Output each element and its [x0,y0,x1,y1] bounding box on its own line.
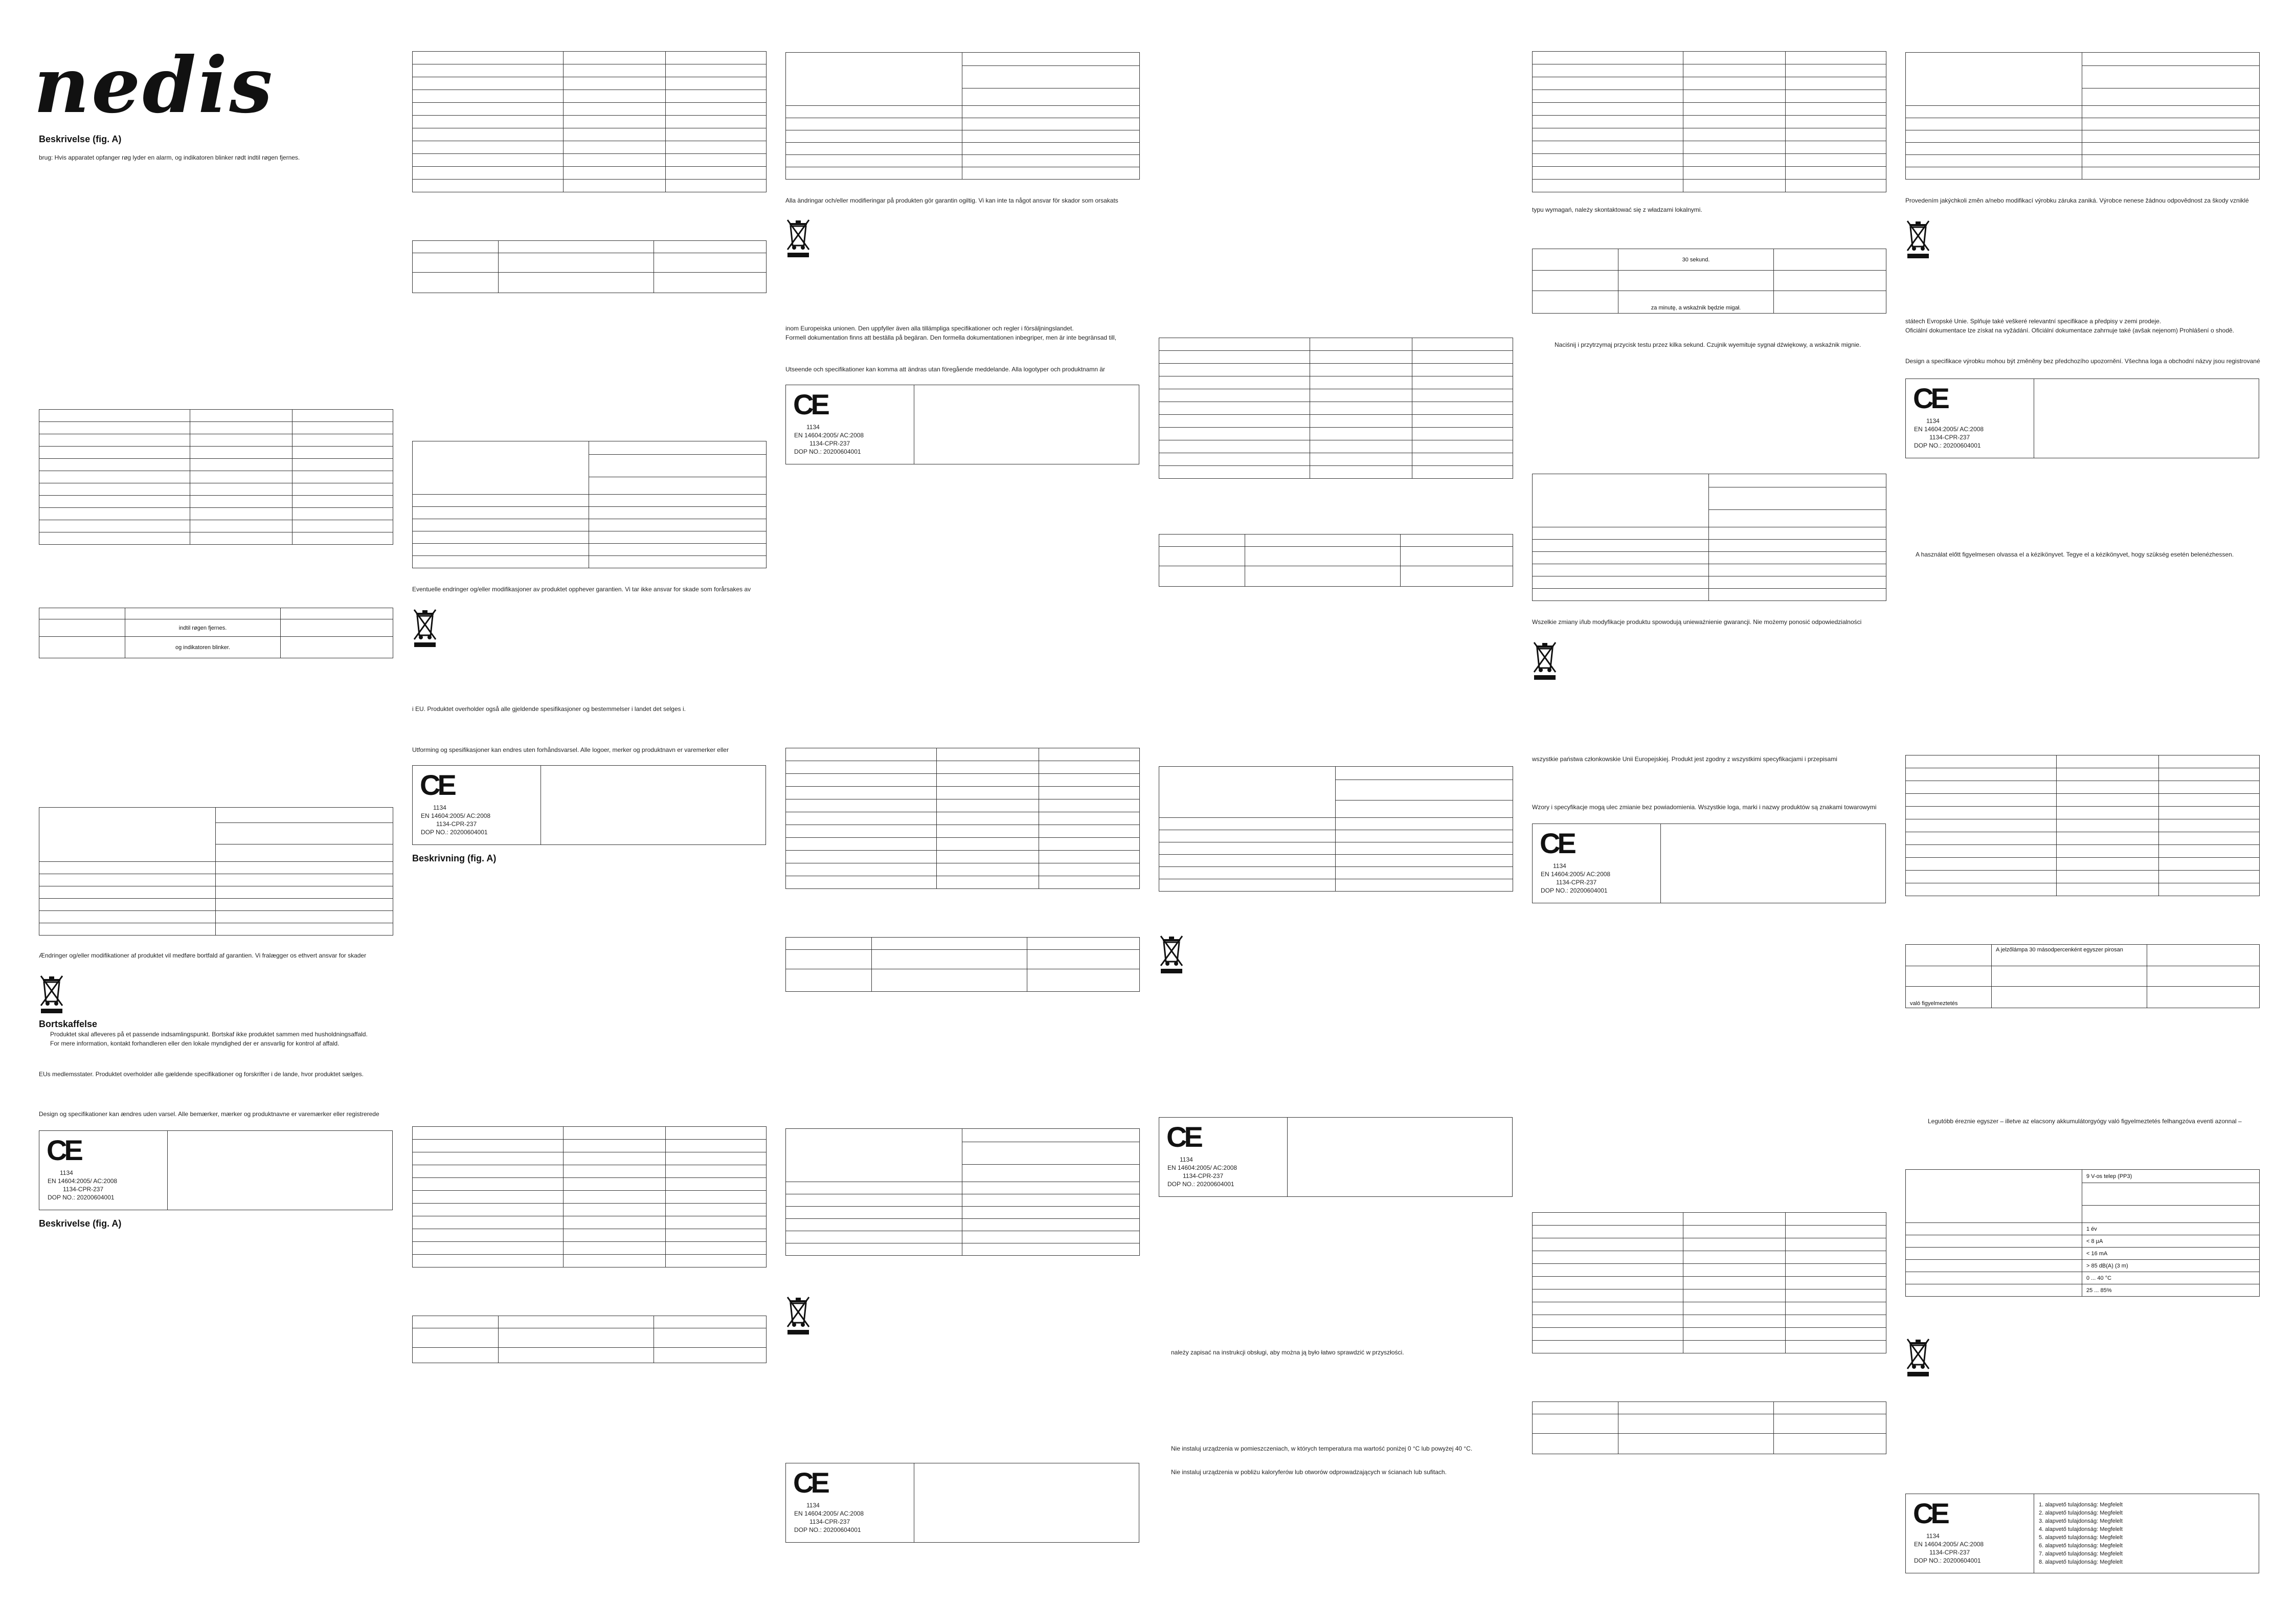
compliance-text: inom Europeiska unionen. Den uppfyller även alla tillämpliga specifikationer och regler i försäljningslandet. [785,325,1074,332]
ce-notified-body: 1134 [60,1169,73,1176]
ce-standard: EN 14604:2005/ AC:2008 [1914,426,1984,433]
ce-dop-number: DOP NO.: 20200604001 [48,1194,115,1201]
spec-value: 9 V-os telep (PP3) [2082,1170,2260,1183]
ce-mark-icon: CE [420,769,454,801]
parts-table [412,51,767,192]
performance-line: 1. alapvető tulajdonság: Megfelelt [2039,1502,2123,1508]
ce-cpr-number: 1134-CPR-237 [1556,879,1597,886]
ce-dop-number: DOP NO.: 20200604001 [1914,1557,1981,1564]
ce-dop-number: DOP NO.: 20200604001 [1541,887,1608,894]
spec-value: 1 év [2082,1223,2260,1235]
intro-text: brug: Hvis apparatet opfanger røg lyder en alarm, og indikatoren blinker rødt indtil røgen fjernes. [39,154,300,161]
ce-cpr-number: 1134-CPR-237 [1183,1172,1224,1180]
compliance-text: EUs medlemsstater. Produktet overholder alle gældende specifikationer og forskrifter i de lande, hvor produktet sælges. [39,1071,364,1078]
ce-standard: EN 14604:2005/ AC:2008 [1914,1541,1984,1548]
specifications-table [1905,1169,2260,1297]
installation-warning-text: Nie instaluj urządzenia w pomieszczeniach, w których temperatura ma wartość poniżej 0 °C lub powyżej 40 °C. [1171,1445,1473,1452]
specifications-table [785,1128,1140,1256]
ce-standard: EN 14604:2005/ AC:2008 [421,812,491,819]
performance-line: 5. alapvető tulajdonság: Megfelelt [2039,1534,2123,1541]
ce-label-box [785,385,1139,464]
ce-standard: EN 14604:2005/ AC:2008 [794,432,864,439]
performance-line: 3. alapvető tulajdonság: Megfelelt [2039,1518,2123,1524]
indicator-table [412,240,767,293]
trademark-text: Wzory i specyfikacje mogą ulec zmianie bez powiadomienia. Wszystkie loga, marki i nazwy produktów są znakami towarowymi [1532,804,1877,811]
performance-line: 8. alapvető tulajdonság: Megfelelt [2039,1559,2123,1565]
weee-bin-icon [1532,639,1558,680]
trademark-text: Utseende och specifikationer kan komma att ändras utan föregående meddelande. Alla logotyper och produktnamn är [785,366,1106,373]
ce-cpr-number: 1134-CPR-237 [809,1518,850,1525]
warranty-text: Ændringer og/eller modifikationer af produktet vil medføre bortfald af garantien. Vi fralægger os ethvert ansvar for skader [39,952,367,959]
ce-dop-number: DOP NO.: 20200604001 [1167,1181,1234,1188]
weee-bin-icon [39,973,64,1014]
weee-bin-icon [1905,218,1931,259]
manual-note-text: A használat előtt figyelmesen olvassa el a kézikönyvet. Tegye el a kézikönyvet, hogy szükség esetén belenézhessen. [1916,551,2234,558]
table-cell: og indikatoren blinker. [125,637,281,658]
ce-notified-body: 1134 [1553,862,1566,870]
ce-notified-body: 1134 [1926,1532,1940,1540]
ce-label-box [412,765,766,845]
performance-line: 4. alapvető tulajdonság: Megfelelt [2039,1526,2123,1532]
indicator-table [412,1316,767,1363]
warranty-text: Eventuelle endringer og/eller modifikasjoner av produktet opphever garantien. Vi tar ikke ansvar for skade som forårsakes av [412,586,751,593]
disposal-text: For mere information, kontakt forhandleren eller den lokale myndighed der er ansvarlig for kontrol af affald. [50,1040,340,1047]
indicator-table [39,608,393,658]
parts-table [785,748,1140,889]
ce-cpr-number: 1134-CPR-237 [1929,434,1970,441]
ce-standard: EN 14604:2005/ AC:2008 [1167,1164,1237,1171]
ce-divider [1660,824,1661,903]
indicator-table [785,937,1140,992]
ce-label-box [1532,824,1886,903]
trademark-text: Design a specifikace výrobku mohou být změněny bez předchozího upozornění. Všechna loga a obchodní názvy jsou registrované [1905,358,2260,365]
disposal-text: Legutóbb éreznie egyszer – illetve az elacsony akkumulátorgyógy való figyelmeztetés felhangzóva eventi azonnal – [1928,1118,2242,1125]
ce-dop-number: DOP NO.: 20200604001 [421,829,488,836]
spec-value: > 85 dB(A) (3 m) [2082,1260,2260,1272]
ce-mark-icon: CE [1166,1121,1200,1153]
spec-value: 0 ... 40 °C [2082,1272,2260,1284]
table-cell: indtil røgen fjernes. [125,619,281,637]
spec-value: < 16 mA [2082,1248,2260,1260]
ce-mark-icon: CE [1540,827,1573,859]
table-cell: való figyelmeztetés [1906,987,1992,1008]
spec-value: < 8 μA [2082,1235,2260,1248]
ce-standard: EN 14604:2005/ AC:2008 [1541,871,1611,878]
ce-mark-icon: CE [793,388,827,420]
ce-label-box [39,1130,393,1210]
ce-dop-number: DOP NO.: 20200604001 [794,448,861,455]
manual-note-text: należy zapisać na instrukcji obsługi, aby można ją było łatwo sprawdzić w przyszłości. [1171,1349,1404,1356]
compliance-text: Formell dokumentation finns att beställa på begäran. Den formella dokumentationen inbegriper, men är inte begränsad till, [785,334,1117,341]
weee-bin-icon [412,607,438,648]
section-heading-description: Beskrivning (fig. A) [412,853,497,863]
ce-cpr-number: 1134-CPR-237 [63,1186,104,1193]
ce-standard: EN 14604:2005/ AC:2008 [48,1177,118,1185]
parts-table [412,1126,767,1267]
ce-label-box [785,1463,1139,1543]
section-heading-disposal: Bortskaffelse [39,1019,98,1029]
brand-logo: nedis [34,40,275,130]
performance-line: 2. alapvető tulajdonság: Megfelelt [2039,1510,2123,1516]
ce-cpr-number: 1134-CPR-237 [1929,1549,1970,1556]
parts-table [1159,338,1513,479]
compliance-text: Oficiální dokumentace lze získat na vyžádání. Oficiální dokumentace zahrnuje také (avšak nejenom) Prohlášení o shodě. [1905,327,2235,334]
weee-bin-icon [785,1294,811,1335]
specifications-table [785,52,1140,180]
ce-label-box [1905,1494,2259,1573]
ce-cpr-number: 1134-CPR-237 [809,440,850,447]
trademark-text: Utforming og spesifikasjoner kan endres uten forhåndsvarsel. Alle logoer, merker og produktnavn er varemerker eller [412,746,729,753]
ce-standard: EN 14604:2005/ AC:2008 [794,1510,864,1517]
weee-bin-icon [785,217,811,258]
ce-dop-number: DOP NO.: 20200604001 [1914,442,1981,449]
section-heading-description: Beskrivelse (fig. A) [39,134,122,144]
ce-notified-body: 1134 [1926,417,1940,425]
parts-table [1532,51,1886,192]
parts-table [39,409,393,545]
ce-mark-icon: CE [1913,382,1947,414]
ce-divider [1287,1118,1288,1196]
ce-mark-icon: CE [793,1466,827,1499]
indicator-table [1532,1401,1886,1454]
specifications-table [1532,474,1886,601]
disposal-text: Produktet skal afleveres på et passende indsamlingspunkt. Bortskaf ikke produktet sammen med husholdningsaffald. [50,1031,368,1038]
specifications-table [1905,52,2260,180]
compliance-text: státech Evropské Unie. Splňuje také veškeré relevantní specifikace a předpisy v zemi prodeje. [1905,318,2162,325]
compliance-text: i EU. Produktet overholder også alle gjeldende spesifikasjoner og bestemmelser i landet det selges i. [412,705,686,713]
table-cell: 30 sekund. [1618,249,1774,271]
parts-table [1905,755,2260,896]
ce-label-box [1905,379,2259,458]
indicator-table [1905,944,2260,1008]
parts-table [1532,1212,1886,1353]
ce-mark-icon: CE [1913,1497,1947,1529]
performance-line: 6. alapvető tulajdonság: Megfelelt [2039,1543,2123,1549]
installation-warning-text: Nie instaluj urządzenia w pobliżu kaloryferów lub otworów odprowadzających w ścianach lub sufitach. [1171,1469,1447,1476]
indicator-table [1159,534,1513,587]
warranty-text: Wszelkie zmiany i/lub modyfikacje produktu spowodują unieważnienie gwarancji. Nie możemy ponosić odpowiedzialności [1532,618,1862,626]
weee-bin-icon [1159,933,1184,974]
ce-divider [167,1131,168,1210]
spec-value: 25 ... 85% [2082,1284,2260,1297]
warranty-text: Provedením jakýchkoli změn a/nebo modifikací výrobku záruka zaniká. Výrobce nenese žádnou odpovědnost za škody vzniklé [1905,197,2249,204]
ce-dop-number: DOP NO.: 20200604001 [794,1526,861,1533]
ce-notified-body: 1134 [806,424,820,431]
test-instruction-text: Naciśnij i przytrzymaj przycisk testu przez kilka sekund. Czujnik wyemituje sygnał dźwiękowy, a wskaźnik mignie. [1555,341,1861,348]
ce-label-box [1159,1117,1513,1197]
ce-notified-body: 1134 [1180,1156,1193,1163]
specifications-table [1159,766,1513,892]
trademark-text: Design og specifikationer kan ændres uden varsel. Alle bemærker, mærker og produktnavne er varemærker eller registrerede [39,1110,379,1118]
specifications-table [412,441,767,568]
specifications-table [39,807,393,936]
performance-line: 7. alapvető tulajdonság: Megfelelt [2039,1551,2123,1557]
indicator-table [1532,249,1886,314]
ce-cpr-number: 1134-CPR-237 [436,820,477,828]
battery-disposal-text: typu wymagań, należy skontaktować się z władzami lokalnymi. [1532,206,1702,213]
weee-bin-icon [1905,1336,1931,1377]
table-cell: A jelzőlámpa 30 másodpercenként egyszer pirosan [1992,945,2147,966]
ce-mark-icon: CE [47,1134,80,1166]
table-cell: za minutę, a wskaźnik będzie migał. [1618,291,1774,314]
section-heading-description: Beskrivelse (fig. A) [39,1218,122,1229]
ce-notified-body: 1134 [806,1502,820,1509]
ce-notified-body: 1134 [433,804,446,811]
warranty-text: Alla ändringar och/eller modifieringar på produkten gör garantin ogiltig. Vi kan inte ta något ansvar för skador som orsakats [785,197,1118,204]
compliance-text: wszystkie państwa członkowskie Unii Europejskiej. Produkt jest zgodny z wszystkimi specyfikacjami i przepisami [1532,755,1837,763]
